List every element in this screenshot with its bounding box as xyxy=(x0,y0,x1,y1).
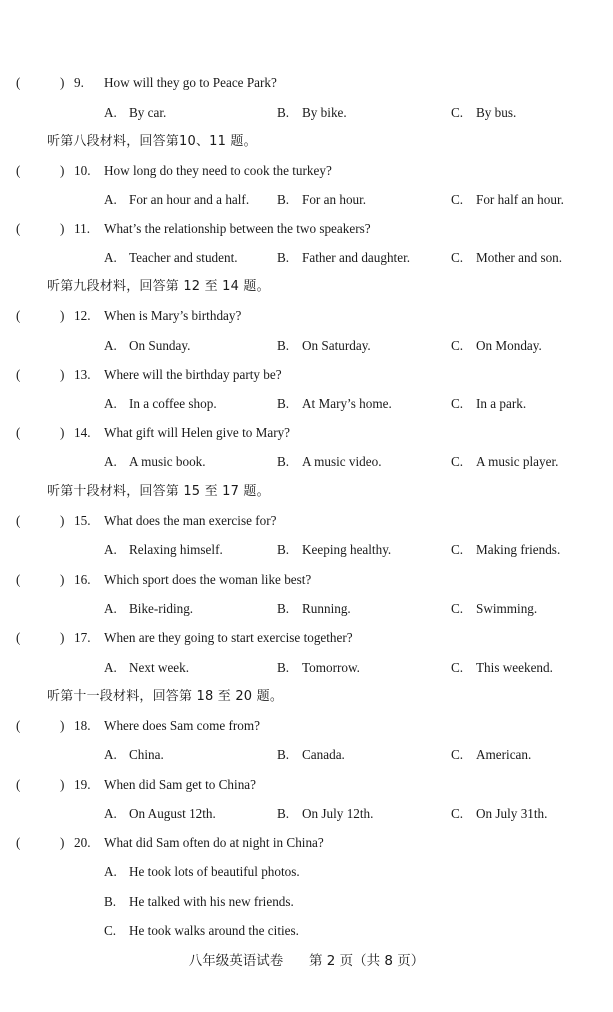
answer-paren-open: ( xyxy=(16,835,21,850)
option-text: Bike-riding. xyxy=(129,601,194,616)
question-number: 13. xyxy=(74,367,91,382)
option-text: On Saturday. xyxy=(302,338,371,353)
section-instruction: 听第十段材料，回答第 15 至 17 题。 xyxy=(47,484,270,499)
option-label: C. xyxy=(104,923,117,938)
option-text: A music book. xyxy=(129,454,206,469)
option-text: Teacher and student. xyxy=(129,250,238,265)
option-label: B. xyxy=(277,338,290,353)
option-label: C. xyxy=(451,192,464,207)
answer-paren-open: ( xyxy=(16,513,21,528)
option-label: A. xyxy=(104,542,117,557)
option-label: A. xyxy=(104,747,117,762)
section-instruction: 听第八段材料，回答第10、11 题。 xyxy=(47,134,257,149)
option-text: Mother and son. xyxy=(476,250,563,265)
question-number: 12. xyxy=(74,308,91,323)
option-text: Father and daughter. xyxy=(302,250,411,265)
option-label: A. xyxy=(104,806,117,821)
question-number: 14. xyxy=(74,425,91,440)
answer-paren-close: ) xyxy=(60,75,65,90)
option-text: For an hour. xyxy=(302,192,367,207)
option-label: C. xyxy=(451,542,464,557)
answer-paren-close: ) xyxy=(60,308,65,323)
option-label: C. xyxy=(451,747,464,762)
option-text: Swimming. xyxy=(476,601,538,616)
option-text: For an hour and a half. xyxy=(129,192,250,207)
option-text: He took lots of beautiful photos. xyxy=(129,864,300,879)
question-text: When did Sam get to China? xyxy=(104,777,256,792)
option-label: C. xyxy=(451,601,464,616)
footer-page-number: 第 2 页（共 8 页） xyxy=(308,953,425,969)
answer-paren-close: ) xyxy=(60,630,65,645)
option-label: B. xyxy=(277,192,290,207)
answer-paren-open: ( xyxy=(16,425,21,440)
option-text: In a coffee shop. xyxy=(129,396,217,411)
option-label: A. xyxy=(104,250,117,265)
option-label: B. xyxy=(277,250,290,265)
answer-paren-open: ( xyxy=(16,163,21,178)
question-number: 16. xyxy=(74,572,91,587)
answer-paren-close: ) xyxy=(60,163,65,178)
question-text: How long do they need to cook the turkey? xyxy=(104,163,332,178)
option-label: A. xyxy=(104,601,117,616)
option-label: B. xyxy=(277,105,290,120)
option-label: A. xyxy=(104,454,117,469)
option-text: Making friends. xyxy=(476,542,561,557)
question-text: When is Mary’s birthday? xyxy=(104,308,242,323)
option-label: B. xyxy=(277,806,290,821)
section-instruction: 听第十一段材料，回答第 18 至 20 题。 xyxy=(47,689,284,704)
question-text: When are they going to start exercise together? xyxy=(104,630,353,645)
option-text: On August 12th. xyxy=(129,806,216,821)
option-label: C. xyxy=(451,454,464,469)
option-text: Next week. xyxy=(129,660,190,675)
option-text: On Sunday. xyxy=(129,338,191,353)
option-text: Tomorrow. xyxy=(302,660,360,675)
question-number: 17. xyxy=(74,630,91,645)
answer-paren-close: ) xyxy=(60,777,65,792)
question-text: What did Sam often do at night in China? xyxy=(104,835,324,850)
option-label: B. xyxy=(104,894,117,909)
answer-paren-close: ) xyxy=(60,835,65,850)
question-text: What does the man exercise for? xyxy=(104,513,277,528)
option-text: In a park. xyxy=(476,396,527,411)
option-text: Running. xyxy=(302,601,351,616)
answer-paren-close: ) xyxy=(60,221,65,236)
answer-paren-open: ( xyxy=(16,308,21,323)
question-text: What’s the relationship between the two speakers? xyxy=(104,221,371,236)
option-text: On Monday. xyxy=(476,338,542,353)
option-text: Canada. xyxy=(302,747,345,762)
answer-paren-close: ) xyxy=(60,572,65,587)
option-text: A music video. xyxy=(302,454,382,469)
option-label: C. xyxy=(451,806,464,821)
option-text: He talked with his new friends. xyxy=(129,894,294,909)
question-number: 9. xyxy=(74,75,84,90)
answer-paren-open: ( xyxy=(16,75,21,90)
answer-paren-close: ) xyxy=(60,513,65,528)
question-text: Where does Sam come from? xyxy=(104,718,260,733)
option-text: Keeping healthy. xyxy=(302,542,392,557)
question-text: Where will the birthday party be? xyxy=(104,367,282,382)
question-text: What gift will Helen give to Mary? xyxy=(104,425,291,440)
option-text: China. xyxy=(129,747,164,762)
question-number: 11. xyxy=(74,221,90,236)
option-label: B. xyxy=(277,542,290,557)
option-text: At Mary’s home. xyxy=(302,396,392,411)
option-text: On July 12th. xyxy=(302,806,374,821)
option-label: C. xyxy=(451,660,464,675)
option-text: He took walks around the cities. xyxy=(129,923,299,938)
answer-paren-open: ( xyxy=(16,221,21,236)
answer-paren-close: ) xyxy=(60,367,65,382)
answer-paren-open: ( xyxy=(16,777,21,792)
question-number: 19. xyxy=(74,777,91,792)
option-text: By bus. xyxy=(476,105,517,120)
question-number: 15. xyxy=(74,513,91,528)
page-footer xyxy=(0,952,613,970)
answer-paren-open: ( xyxy=(16,572,21,587)
option-text: American. xyxy=(476,747,532,762)
option-label: C. xyxy=(451,338,464,353)
option-text: For half an hour. xyxy=(476,192,564,207)
answer-paren-close: ) xyxy=(60,425,65,440)
option-label: B. xyxy=(277,454,290,469)
question-number: 10. xyxy=(74,163,91,178)
question-text: Which sport does the woman like best? xyxy=(104,572,312,587)
option-label: A. xyxy=(104,396,117,411)
option-text: By bike. xyxy=(302,105,347,120)
option-label: B. xyxy=(277,660,290,675)
option-label: A. xyxy=(104,660,117,675)
option-text: Relaxing himself. xyxy=(129,542,223,557)
option-text: This weekend. xyxy=(476,660,553,675)
question-text: How will they go to Peace Park? xyxy=(104,75,277,90)
footer-exam-title: 八年级英语试卷 xyxy=(188,953,284,969)
answer-paren-open: ( xyxy=(16,367,21,382)
option-label: B. xyxy=(277,396,290,411)
option-label: A. xyxy=(104,105,117,120)
option-label: C. xyxy=(451,105,464,120)
option-text: A music player. xyxy=(476,454,559,469)
option-label: A. xyxy=(104,338,117,353)
option-label: A. xyxy=(104,864,117,879)
option-text: By car. xyxy=(129,105,167,120)
answer-paren-close: ) xyxy=(60,718,65,733)
option-label: C. xyxy=(451,396,464,411)
question-number: 18. xyxy=(74,718,91,733)
answer-paren-open: ( xyxy=(16,630,21,645)
answer-paren-open: ( xyxy=(16,718,21,733)
option-label: B. xyxy=(277,601,290,616)
section-instruction: 听第九段材料，回答第 12 至 14 题。 xyxy=(47,279,270,294)
option-text: On July 31th. xyxy=(476,806,548,821)
question-number: 20. xyxy=(74,835,91,850)
option-label: A. xyxy=(104,192,117,207)
option-label: B. xyxy=(277,747,290,762)
option-label: C. xyxy=(451,250,464,265)
